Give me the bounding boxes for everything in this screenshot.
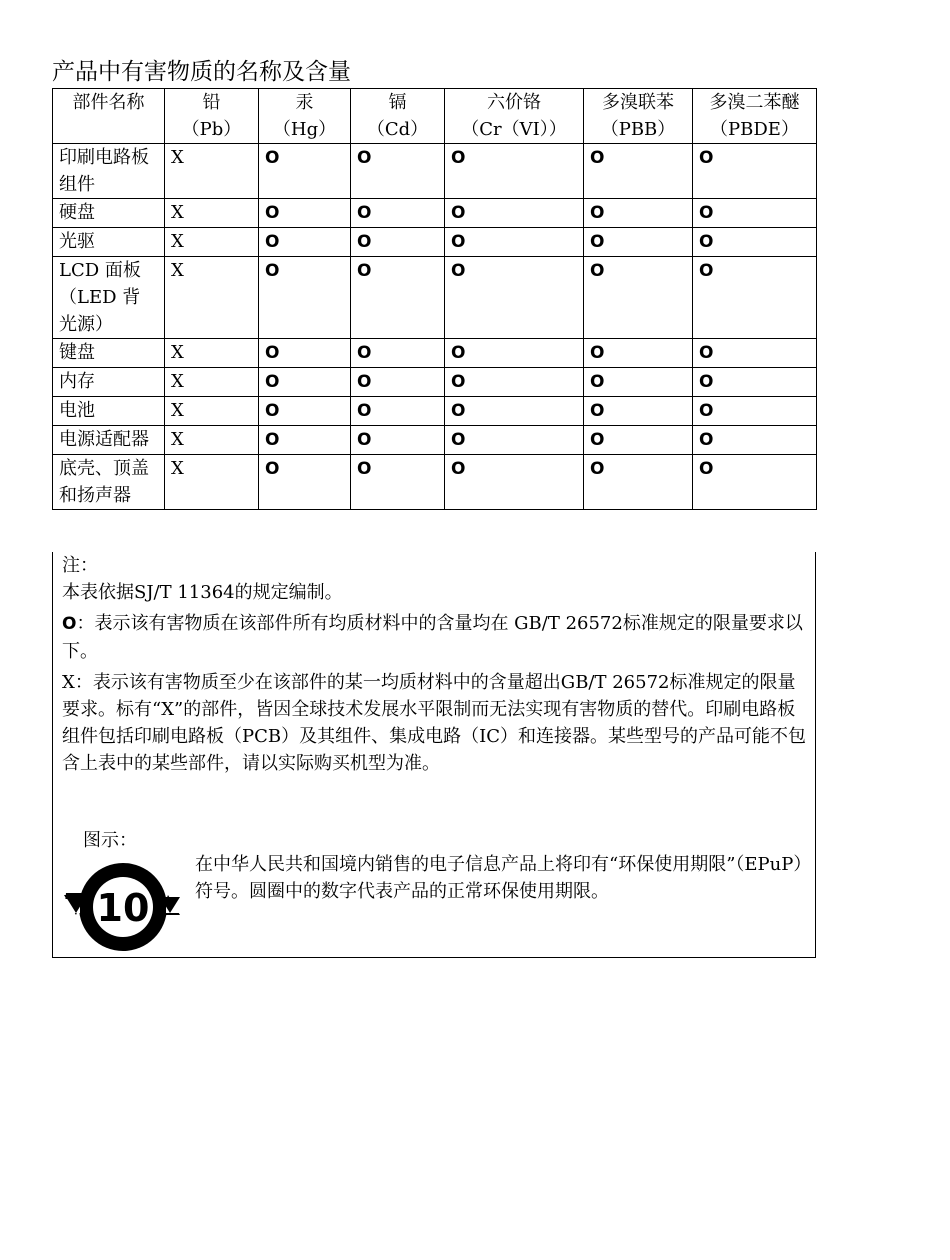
- substance-value-cell: [165, 199, 259, 228]
- substance-value-cell: [584, 257, 693, 339]
- below-limit-mark: O: [699, 372, 714, 392]
- below-limit-mark: O: [699, 459, 714, 479]
- substance-value-cell: [445, 257, 584, 339]
- substance-value-cell: [165, 257, 259, 339]
- substance-value-cell: [259, 368, 351, 397]
- below-limit-mark: O: [451, 261, 466, 281]
- exceeds-limit-mark: X: [171, 260, 184, 281]
- notes-heading: 注：: [62, 555, 98, 576]
- substance-value-cell: [165, 339, 259, 368]
- below-limit-mark: O: [451, 459, 466, 479]
- part-name-cell: 电池: [53, 397, 165, 426]
- substance-value-cell: [693, 368, 817, 397]
- below-limit-mark: O: [265, 148, 280, 168]
- table-row: [53, 228, 817, 257]
- below-limit-mark: O: [699, 343, 714, 363]
- substance-value-cell: [445, 144, 584, 199]
- below-limit-mark: O: [357, 343, 372, 363]
- substance-value-cell: [584, 144, 693, 199]
- substance-value-cell: [693, 426, 817, 455]
- part-name-cell: 内存: [53, 368, 165, 397]
- below-limit-mark: O: [265, 401, 280, 421]
- below-limit-mark: O: [451, 148, 466, 168]
- below-limit-mark: O: [451, 203, 466, 223]
- substance-value-cell: [165, 426, 259, 455]
- substance-value-cell: [165, 368, 259, 397]
- substance-value-cell: [693, 228, 817, 257]
- header-substance: 镉 （Cd）: [351, 89, 445, 144]
- substance-value-cell: [584, 368, 693, 397]
- below-limit-mark: O: [590, 401, 605, 421]
- below-limit-mark: O: [265, 261, 280, 281]
- substance-value-cell: [259, 426, 351, 455]
- exceeds-limit-mark: X: [171, 400, 184, 421]
- below-limit-mark: O: [590, 372, 605, 392]
- substance-value-cell: [165, 144, 259, 199]
- header-substance: 六价铬 （Cr（VI））: [445, 89, 584, 144]
- part-name-cell: 光驱: [53, 228, 165, 257]
- part-name-cell: 底壳、顶盖和扬声器: [53, 455, 165, 510]
- substance-value-cell: [693, 199, 817, 228]
- logo-number: 10: [96, 886, 150, 930]
- below-limit-mark: O: [451, 372, 466, 392]
- below-limit-mark: O: [451, 401, 466, 421]
- table-header-row: [53, 89, 817, 144]
- below-limit-mark: O: [699, 401, 714, 421]
- substance-value-cell: [351, 368, 445, 397]
- notes-o-explanation: O：表示该有害物质在该部件所有均质材料中的含量均在 GB/T 26572标准规定的限量要求以下。: [62, 613, 803, 662]
- substance-value-cell: [445, 228, 584, 257]
- below-limit-mark: O: [451, 430, 466, 450]
- substance-value-cell: [259, 199, 351, 228]
- substance-value-cell: [351, 199, 445, 228]
- substance-value-cell: [584, 199, 693, 228]
- table-row: [53, 257, 817, 339]
- below-limit-mark: O: [699, 430, 714, 450]
- notes-standard-line: 本表依据SJ/T 11364的规定编制。: [62, 582, 343, 603]
- substance-value-cell: [259, 397, 351, 426]
- logo-description: 在中华人民共和国境内销售的电子信息产品上将印有“环保使用期限”（EPuP）符号。圆圈中的数字代表产品的正常环保使用期限。: [195, 854, 803, 902]
- page-title: 产品中有害物质的名称及含量: [52, 59, 351, 85]
- substance-value-cell: [693, 455, 817, 510]
- notes-x-explanation: X：表示该有害物质至少在该部件的某一均质材料中的含量超出GB/T 26572标准规定的限量要求。标有“X”的部件，皆因全球技术发展水平限制而无法实现有害物质的替代。印刷电路板组件包括印刷电路板（PCB）及其组件、集成电路（IC）和连接器。某些型号的产品可能不包含上表中的某些部件，请以实际购买机型为准。: [62, 672, 806, 774]
- below-limit-mark: O: [590, 232, 605, 252]
- part-name-cell: LCD 面板（LED 背光源）: [53, 257, 165, 339]
- substance-value-cell: [693, 144, 817, 199]
- exceeds-limit-mark: X: [171, 231, 184, 252]
- below-limit-mark: O: [590, 203, 605, 223]
- substance-value-cell: [351, 257, 445, 339]
- table-row: [53, 455, 817, 510]
- substance-value-cell: [351, 339, 445, 368]
- below-limit-mark: O: [357, 203, 372, 223]
- below-limit-mark: O: [699, 203, 714, 223]
- substance-value-cell: [693, 397, 817, 426]
- substance-value-cell: [351, 426, 445, 455]
- substance-value-cell: [584, 426, 693, 455]
- substance-value-cell: [445, 339, 584, 368]
- header-substance: 铅 （Pb）: [165, 89, 259, 144]
- substance-value-cell: [445, 426, 584, 455]
- below-limit-mark: O: [590, 430, 605, 450]
- substance-value-cell: [351, 228, 445, 257]
- below-limit-mark: O: [357, 430, 372, 450]
- part-name-cell: 印刷电路板组件: [53, 144, 165, 199]
- o-mark: O: [62, 614, 77, 634]
- hazardous-substances-table: [52, 88, 817, 510]
- exceeds-limit-mark: X: [171, 342, 184, 363]
- substance-value-cell: [165, 397, 259, 426]
- below-limit-mark: O: [265, 343, 280, 363]
- below-limit-mark: O: [590, 261, 605, 281]
- substance-value-cell: [351, 397, 445, 426]
- part-name-cell: 电源适配器: [53, 426, 165, 455]
- substance-value-cell: [584, 455, 693, 510]
- substance-value-cell: [351, 144, 445, 199]
- below-limit-mark: O: [357, 459, 372, 479]
- substance-value-cell: [351, 455, 445, 510]
- below-limit-mark: O: [357, 232, 372, 252]
- below-limit-mark: O: [265, 459, 280, 479]
- substance-value-cell: [259, 455, 351, 510]
- substance-value-cell: [693, 339, 817, 368]
- header-substance: 多溴联苯 （PBB）: [584, 89, 693, 144]
- table-row: [53, 397, 817, 426]
- exceeds-limit-mark: X: [171, 429, 184, 450]
- below-limit-mark: O: [699, 148, 714, 168]
- notes-section: [52, 552, 816, 958]
- substance-value-cell: [165, 455, 259, 510]
- below-limit-mark: O: [265, 232, 280, 252]
- below-limit-mark: O: [357, 261, 372, 281]
- header-part-name: 部件名称: [53, 89, 165, 144]
- below-limit-mark: O: [699, 261, 714, 281]
- below-limit-mark: O: [357, 148, 372, 168]
- below-limit-mark: O: [590, 343, 605, 363]
- below-limit-mark: O: [590, 148, 605, 168]
- table-row: [53, 199, 817, 228]
- below-limit-mark: O: [265, 372, 280, 392]
- substance-value-cell: [445, 455, 584, 510]
- substance-value-cell: [445, 397, 584, 426]
- substance-value-cell: [693, 257, 817, 339]
- exceeds-limit-mark: X: [171, 458, 184, 479]
- substance-value-cell: [584, 339, 693, 368]
- table-row: [53, 339, 817, 368]
- table-row: [53, 426, 817, 455]
- substance-value-cell: [259, 339, 351, 368]
- below-limit-mark: O: [265, 430, 280, 450]
- substance-value-cell: [259, 228, 351, 257]
- table-row: [53, 144, 817, 199]
- exceeds-limit-mark: X: [171, 147, 184, 168]
- part-name-cell: 键盘: [53, 339, 165, 368]
- substance-value-cell: [445, 368, 584, 397]
- substance-value-cell: [584, 397, 693, 426]
- substance-value-cell: [584, 228, 693, 257]
- substance-value-cell: [259, 144, 351, 199]
- substance-value-cell: [165, 228, 259, 257]
- header-substance: 汞 （Hg）: [259, 89, 351, 144]
- substance-value-cell: [259, 257, 351, 339]
- substance-value-cell: [445, 199, 584, 228]
- header-substance: 多溴二苯醚 （PBDE）: [693, 89, 817, 144]
- exceeds-limit-mark: X: [171, 202, 184, 223]
- epup-10-logo-icon: [64, 855, 182, 955]
- below-limit-mark: O: [699, 232, 714, 252]
- below-limit-mark: O: [590, 459, 605, 479]
- table-row: [53, 368, 817, 397]
- legend-label: 图示：: [83, 830, 137, 851]
- exceeds-limit-mark: X: [171, 371, 184, 392]
- below-limit-mark: O: [451, 232, 466, 252]
- part-name-cell: 硬盘: [53, 199, 165, 228]
- below-limit-mark: O: [451, 343, 466, 363]
- below-limit-mark: O: [357, 372, 372, 392]
- below-limit-mark: O: [265, 203, 280, 223]
- below-limit-mark: O: [357, 401, 372, 421]
